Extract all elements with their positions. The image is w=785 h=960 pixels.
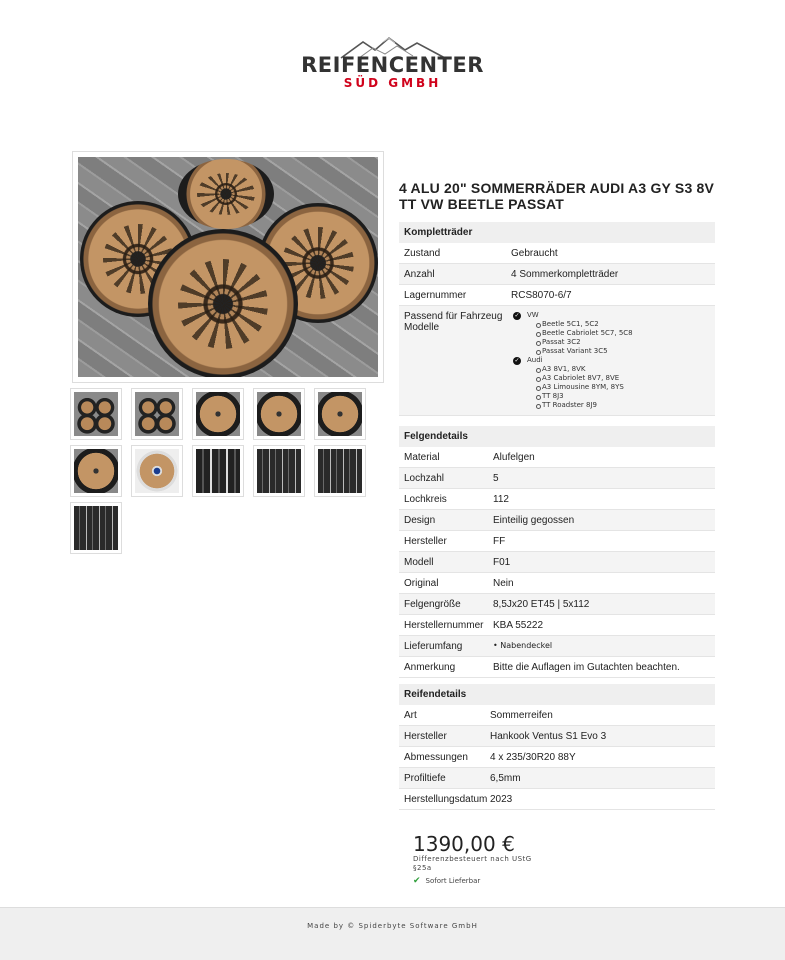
row-label: Felgengröße xyxy=(404,599,461,610)
row-value: F01 xyxy=(493,557,511,568)
row-value: 8,5Jx20 ET45 | 5x112 xyxy=(493,599,590,610)
row-label: Passend für Fahrzeug Modelle xyxy=(404,311,503,333)
table-row xyxy=(399,705,715,726)
section-heading: Kompletträder xyxy=(399,222,715,243)
row-value: Hankook Ventus S1 Evo 3 xyxy=(490,731,607,742)
row-label: Herstellernummer xyxy=(404,620,484,631)
table-row xyxy=(399,243,715,264)
row-label: Profiltiefe xyxy=(404,773,446,784)
row-value: Nein xyxy=(493,578,514,589)
thumbnail-3[interactable] xyxy=(192,388,244,440)
thumbnail-2[interactable] xyxy=(131,388,183,440)
main-product-image[interactable] xyxy=(72,151,384,383)
list-item: A3 Limousine 8YM, 8YS xyxy=(536,383,633,392)
list-item: Passat 3C2 xyxy=(536,338,633,347)
footer xyxy=(0,907,785,960)
table-row xyxy=(399,531,715,552)
row-value: FF xyxy=(493,536,506,547)
list-item: Beetle 5C1, 5C2 xyxy=(536,320,633,329)
table-row xyxy=(399,447,715,468)
felgendetails-section xyxy=(399,426,715,678)
thumbnail-8[interactable] xyxy=(192,445,244,497)
row-value: 4 x 235/30R20 88Y xyxy=(490,752,576,763)
check-circle-icon: ✓ xyxy=(514,311,520,319)
table-row xyxy=(399,468,715,489)
logo-sub-text: SÜD GMBH xyxy=(343,76,442,90)
availability xyxy=(413,876,480,886)
row-value: Einteilig gegossen xyxy=(493,515,575,526)
list-item: A3 8V1, 8VK xyxy=(536,365,633,374)
row-label: Lagernummer xyxy=(404,290,467,301)
fitment-list xyxy=(513,306,633,415)
thumbnail-11[interactable] xyxy=(70,502,122,554)
list-item: A3 Cabriolet 8V7, 8VE xyxy=(536,374,633,383)
row-label: Anzahl xyxy=(404,269,435,280)
table-row xyxy=(399,747,715,768)
row-label: Art xyxy=(404,710,417,721)
row-label: Lochzahl xyxy=(404,473,445,484)
thumbnail-6[interactable] xyxy=(70,445,122,497)
table-row xyxy=(399,636,715,657)
brand-audi: ✓ Audi xyxy=(514,356,543,364)
row-value: 5 xyxy=(493,473,499,484)
thumbnail-1[interactable] xyxy=(70,388,122,440)
row-label: Hersteller xyxy=(404,536,447,547)
check-circle-icon: ✓ xyxy=(514,356,520,364)
tax-note: Differenzbesteuert nach UStG §25a xyxy=(413,855,532,872)
site-logo[interactable] xyxy=(0,36,785,90)
list-item: Passat Variant 3C5 xyxy=(536,347,633,356)
row-value: • Nabendeckel xyxy=(493,641,553,650)
row-value: RCS8070-6/7 xyxy=(511,290,572,301)
table-row xyxy=(399,489,715,510)
price: 1390,00 € xyxy=(413,832,515,856)
table-row xyxy=(399,768,715,789)
table-row xyxy=(399,264,715,285)
row-value: 6,5mm xyxy=(490,773,521,784)
row-label: Original xyxy=(404,578,439,589)
section-heading: Felgendetails xyxy=(399,426,715,447)
availability-text: Sofort Lieferbar xyxy=(425,877,481,885)
row-value: Sommerreifen xyxy=(490,710,553,721)
fitment-row xyxy=(399,306,715,416)
wheel-image xyxy=(178,159,274,229)
brand-vw: ✓ VW xyxy=(514,311,539,319)
audi-models xyxy=(513,365,633,410)
list-item: TT Roadster 8J9 xyxy=(536,401,633,410)
logo-main-text: REIFENCENTER xyxy=(301,53,484,77)
row-label: Modell xyxy=(404,557,434,568)
thumbnail-9[interactable] xyxy=(253,445,305,497)
table-row xyxy=(399,594,715,615)
row-label: Lieferumfang xyxy=(404,641,463,652)
row-value: 4 Sommerkompletträder xyxy=(511,269,619,280)
row-label: Anmerkung xyxy=(404,662,456,673)
table-row xyxy=(399,789,715,810)
section-heading: Reifendetails xyxy=(399,684,715,705)
reifendetails-section xyxy=(399,684,715,810)
thumbnail-7[interactable] xyxy=(131,445,183,497)
table-row xyxy=(399,510,715,531)
list-item: Beetle Cabriolet 5C7, 5C8 xyxy=(536,329,633,338)
row-label: Herstellungsdatum xyxy=(404,794,488,805)
row-label: Hersteller xyxy=(404,731,447,742)
vw-models xyxy=(513,320,633,356)
row-label: Design xyxy=(404,515,436,526)
row-label: Lochkreis xyxy=(404,494,447,505)
row-value: Bitte die Auflagen im Gutachten beachten. xyxy=(493,662,680,673)
thumbnail-4[interactable] xyxy=(253,388,305,440)
table-row xyxy=(399,726,715,747)
checkmark-icon: ✔ xyxy=(413,876,421,886)
row-value: Gebraucht xyxy=(511,248,558,259)
list-item: TT 8J3 xyxy=(536,392,633,401)
row-value: 112 xyxy=(493,494,509,505)
wheel-image xyxy=(148,229,298,377)
thumbnail-10[interactable] xyxy=(314,445,366,497)
row-label: Material xyxy=(404,452,440,463)
table-row xyxy=(399,552,715,573)
row-value: Alufelgen xyxy=(493,452,535,463)
table-row xyxy=(399,573,715,594)
thumbnail-5[interactable] xyxy=(314,388,366,440)
komplettraeder-section xyxy=(399,222,715,416)
row-value: 2023 xyxy=(490,794,513,805)
footer-credit[interactable]: Made by © Spiderbyte Software GmbH xyxy=(307,922,478,930)
row-value: KBA 55222 xyxy=(493,620,544,631)
wheels-photo xyxy=(78,157,378,377)
row-label: Abmessungen xyxy=(404,752,468,763)
product-title: 4 ALU 20" SOMMERRÄDER AUDI A3 GY S3 8V TT VW BEETLE PASSAT xyxy=(399,180,715,212)
table-row xyxy=(399,615,715,636)
table-row xyxy=(399,657,715,678)
row-label: Zustand xyxy=(404,248,441,259)
table-row xyxy=(399,285,715,306)
